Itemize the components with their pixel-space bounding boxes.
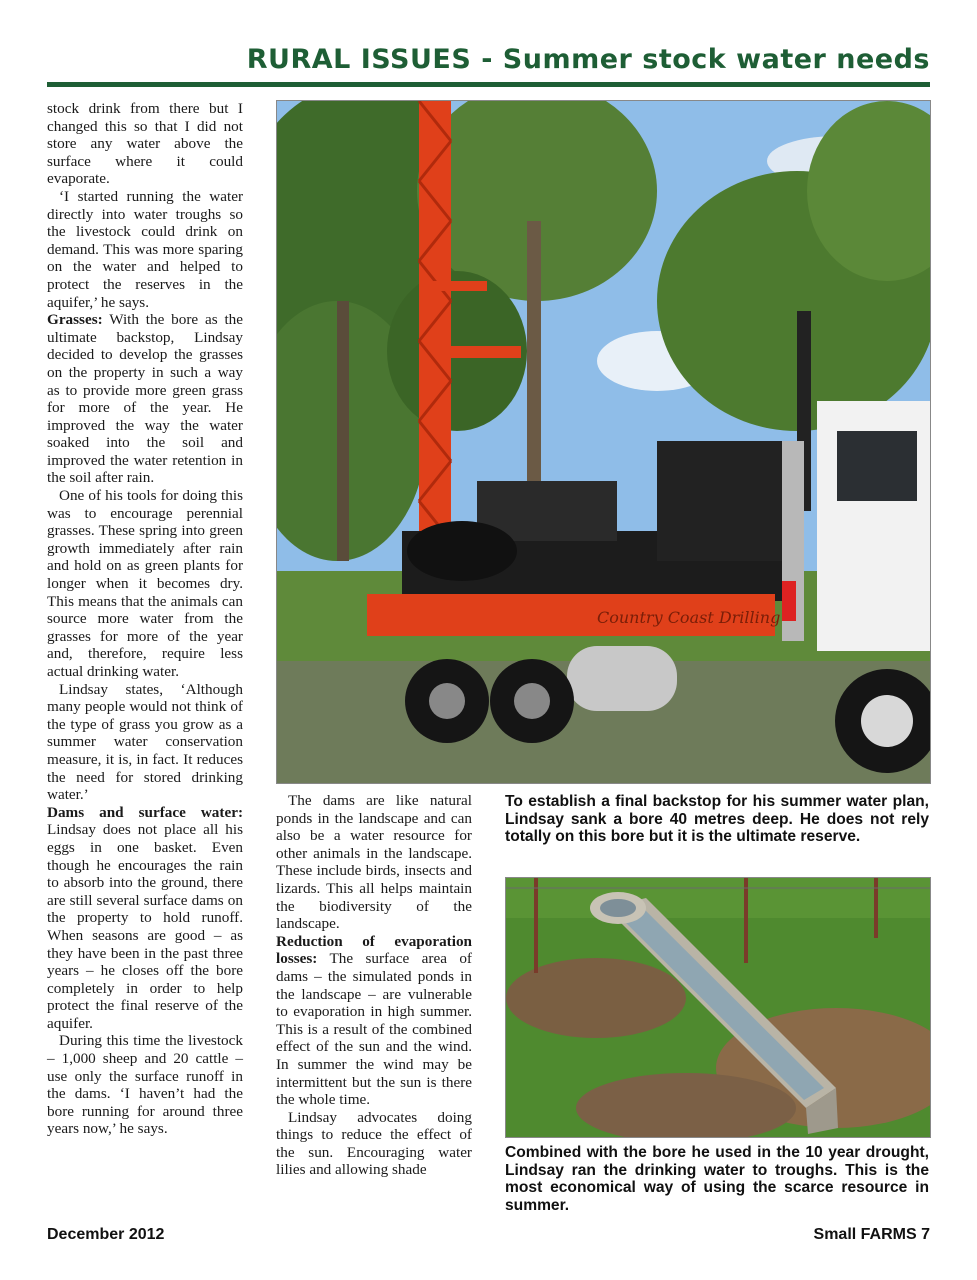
paragraph: During this time the livestock – 1,000 sheep and 20 cattle – use only the surface runoff in the dams. ‘I haven’t had the bore running for around three years now,’ he says. <box>47 1032 243 1138</box>
footer-date: December 2012 <box>47 1226 165 1243</box>
drilling-rig-illustration <box>277 101 930 783</box>
section-heading: Grasses: <box>47 311 103 329</box>
truck-sign: Country Coast Drilling <box>597 608 781 627</box>
paragraph-text: Lindsay does not place all his eggs in one basket. Even though he encourages the rain to absorb into the ground, there are still several surface dams on the property to hold runoff. When seasons are good – as they have been in the past three years – he closes off the bore completely in order to help protect the final reserve of the aquifer. <box>47 821 243 1032</box>
drilling-rig-photo <box>276 100 931 784</box>
header-divider <box>47 82 930 87</box>
paragraph: stock drink from there but I changed this so that I did not store any water above the surface where it could evaporate. <box>47 100 243 188</box>
page-title: RURAL ISSUES - Summer stock water needs <box>246 44 930 75</box>
section-heading: Dams and surface water: <box>47 803 243 821</box>
section-heading: Reduction of evaporation losses: <box>276 932 472 968</box>
paragraph-text: With the bore as the ultimate backstop, Lindsay decided to develop the grasses on the property in such a way as to provide more green grass for more of the year. He improved the way the water soaked into the soil and improved the water retention in the soil after rain. <box>47 311 243 487</box>
article-column-1 <box>47 100 243 1138</box>
footer-page-number: Small FARMS 7 <box>813 1226 930 1243</box>
paragraph <box>276 933 472 1109</box>
water-trough-illustration <box>506 878 930 1137</box>
water-trough-photo <box>505 877 931 1138</box>
paragraph: Lindsay states, ‘Although many people would not think of the type of grass you grow as a summer water conservation measure, it is, in fact. It reduces the need for stored drinking water.’ <box>47 680 243 804</box>
paragraph <box>47 804 243 1033</box>
photo-caption-1: To establish a final backstop for his summer water plan, Lindsay sank a bore 40 metres deep. He does not rely totally on this bore but it is the ultimate reserve. <box>505 793 929 846</box>
paragraph: The dams are like natural ponds in the landscape and can also be a water resource for other animals in the landscape. These include birds, insects and lizards. This all helps maintain the biodiversity of the landscape. <box>276 792 472 933</box>
paragraph: One of his tools for doing this was to encourage perennial grasses. These spring into green growth immediately after rain and hold on as green plants for longer when it becomes dry. This means that the animals can source more water from the grasses for more of the year and, therefore, require less actual drinking water. <box>47 487 243 680</box>
photo-caption-2: Combined with the bore he used in the 10 year drought, Lindsay ran the drinking water to troughs. This is the most economical way of using the scarce resource in summer. <box>505 1144 929 1214</box>
paragraph: ‘I started running the water directly into water troughs so the livestock could drink on demand. This was more sparing on the water and helped to protect the reserves in the aquifer,’ he says. <box>47 187 243 311</box>
paragraph-text: The surface area of dams – the simulated ponds in the landscape – are vulnerable to evaporation in high summer. This is a result of the combined effect of the sun and the wind. In summer the wind may be intermittent but the sun is there the whole time. <box>276 950 472 1109</box>
paragraph: Lindsay advocates doing things to reduce the effect of the sun. Encouraging water lilies and allowing shade <box>276 1108 472 1179</box>
article-column-2 <box>276 792 472 1179</box>
paragraph <box>47 311 243 487</box>
